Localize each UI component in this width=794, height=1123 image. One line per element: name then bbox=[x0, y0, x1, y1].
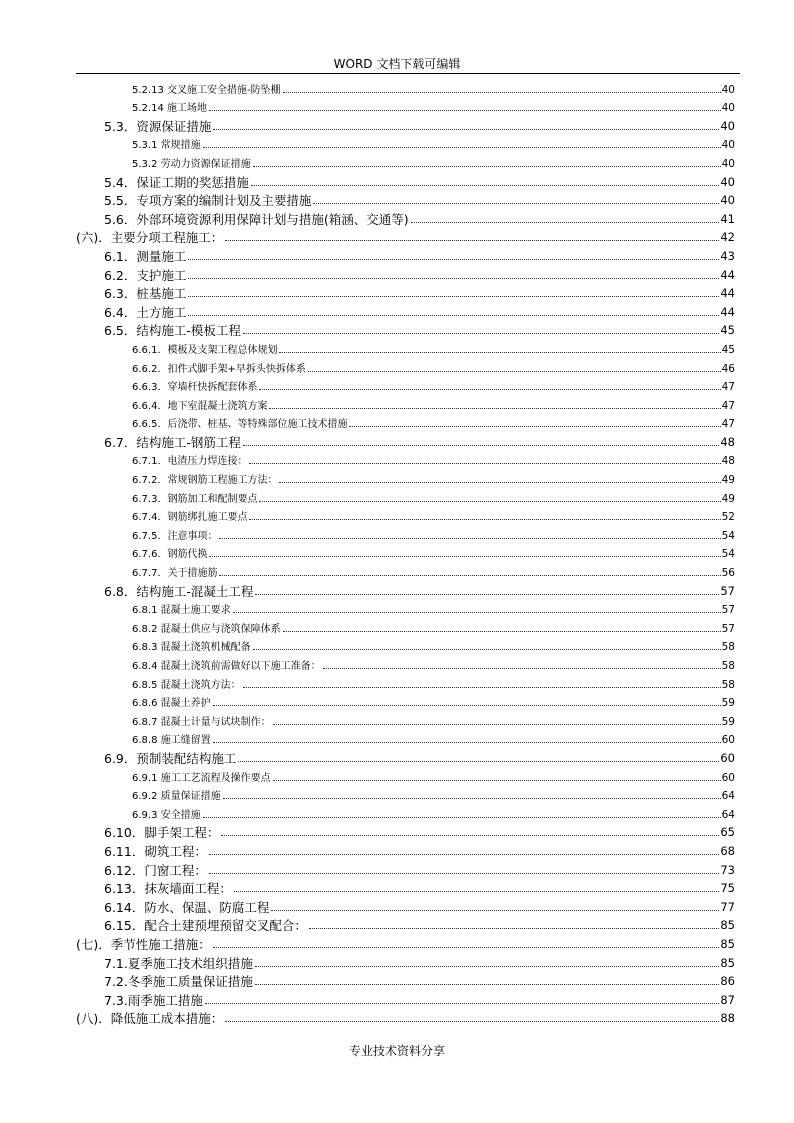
toc-dot-leader bbox=[209, 872, 720, 874]
toc-entry-page-number: 45 bbox=[720, 323, 735, 338]
toc-dot-leader bbox=[234, 890, 720, 892]
toc-entry[interactable] bbox=[76, 543, 735, 562]
toc-entry[interactable] bbox=[76, 692, 735, 711]
page-header: WORD 文档下载可编辑 bbox=[333, 57, 461, 71]
toc-entry-title: 6.8.2 混凝土供应与浇筑保障体系 bbox=[132, 623, 281, 635]
toc-entry[interactable] bbox=[76, 803, 735, 822]
toc-entry[interactable] bbox=[76, 413, 735, 432]
page-footer: 专业技术资料分享 bbox=[348, 1044, 445, 1058]
toc-dot-leader bbox=[271, 909, 719, 911]
toc-entry-page-number: 57 bbox=[721, 622, 735, 635]
toc-entry[interactable] bbox=[76, 785, 735, 804]
toc-entry-page-number: 44 bbox=[720, 286, 735, 301]
toc-dot-leader bbox=[309, 927, 720, 929]
toc-entry[interactable] bbox=[76, 729, 735, 748]
toc-entry-page-number: 57 bbox=[721, 604, 735, 617]
toc-dot-leader bbox=[273, 779, 721, 781]
toc-entry-title: 6.11．砌筑工程： bbox=[104, 843, 207, 859]
toc-entry-page-number: 40 bbox=[721, 102, 735, 115]
toc-entry[interactable] bbox=[76, 394, 735, 413]
toc-entry[interactable] bbox=[76, 301, 735, 320]
toc-entry[interactable] bbox=[76, 264, 735, 283]
toc-entry[interactable] bbox=[76, 561, 735, 580]
toc-entry-title: 6.9.2 质量保证措施 bbox=[132, 791, 221, 803]
toc-entry[interactable] bbox=[76, 338, 735, 357]
toc-entry-title: 6.10．脚手架工程： bbox=[104, 825, 220, 841]
toc-entry-title: 7.3.雨季施工措施 bbox=[104, 992, 203, 1008]
toc-entry-page-number: 52 bbox=[721, 511, 735, 524]
toc-entry-page-number: 42 bbox=[720, 230, 735, 245]
toc-entry-page-number: 58 bbox=[721, 660, 735, 672]
toc-dot-leader bbox=[279, 481, 720, 483]
toc-dot-leader bbox=[209, 555, 720, 557]
toc-entry-page-number: 86 bbox=[720, 974, 735, 989]
toc-entry-page-number: 54 bbox=[721, 548, 735, 561]
toc-entry-title: 6.7.1．电渣压力焊连接： bbox=[132, 456, 248, 468]
toc-entry-title: 5.2.13 交叉施工安全措施-防坠棚 bbox=[132, 84, 281, 96]
toc-entry-page-number: 60 bbox=[720, 750, 735, 765]
toc-entry-title: 6.6.2．扣件式脚手架+早拆头快拆体系 bbox=[132, 363, 306, 375]
toc-entry-page-number: 47 bbox=[721, 399, 735, 412]
toc-entry-title: 6.1．测量施工 bbox=[104, 248, 187, 264]
toc-entry-title: (八)．降低施工成本措施： bbox=[76, 1011, 224, 1027]
toc-entry-page-number: 60 bbox=[721, 734, 735, 747]
toc-dot-leader bbox=[223, 797, 721, 799]
toc-entry-title: 6.15．配合土建预埋预留交叉配合： bbox=[104, 918, 307, 934]
toc-dot-leader bbox=[279, 351, 720, 353]
toc-entry-page-number: 48 bbox=[720, 434, 735, 449]
toc-entry-page-number: 73 bbox=[720, 862, 735, 877]
toc-entry-page-number: 65 bbox=[720, 825, 735, 840]
toc-entry-title: 6.8.6 混凝土养护 bbox=[132, 698, 211, 710]
toc-entry-page-number: 58 bbox=[721, 678, 735, 691]
toc-entry-title: 6.6.1．模板及支架工程总体规划 bbox=[132, 344, 278, 356]
toc-dot-leader bbox=[213, 704, 721, 706]
toc-entry-title: 5.3.1 常规措施 bbox=[132, 140, 201, 152]
toc-entry-title: 6.8.8 施工缝留置 bbox=[132, 735, 211, 747]
toc-entry-title: 6.7.2．常规钢筋工程施工方法： bbox=[132, 475, 278, 487]
toc-dot-leader bbox=[253, 648, 721, 650]
toc-dot-leader bbox=[225, 1020, 719, 1022]
toc-dot-leader bbox=[243, 444, 719, 446]
toc-entry[interactable] bbox=[76, 152, 735, 171]
toc-dot-leader bbox=[213, 128, 719, 130]
toc-dot-leader bbox=[313, 202, 719, 204]
toc-entry-page-number: 40 bbox=[721, 139, 735, 152]
toc-entry-page-number: 59 bbox=[721, 697, 735, 710]
toc-entry-page-number: 88 bbox=[720, 1011, 735, 1026]
toc-entry-title: 6.13．抹灰墙面工程： bbox=[104, 881, 232, 897]
toc-dot-leader bbox=[269, 407, 720, 409]
toc-dot-leader bbox=[209, 853, 720, 855]
toc-dot-leader bbox=[188, 277, 719, 279]
toc-entry[interactable] bbox=[76, 654, 735, 673]
toc-entry[interactable] bbox=[76, 97, 735, 116]
toc-dot-leader bbox=[203, 816, 721, 818]
toc-entry-title: 6.7.6．钢筋代换 bbox=[132, 549, 208, 561]
toc-entry[interactable] bbox=[76, 636, 735, 655]
toc-entry-page-number: 46 bbox=[721, 362, 735, 375]
toc-dot-leader bbox=[259, 500, 720, 502]
toc-entry-page-number: 85 bbox=[720, 936, 735, 951]
toc-entry-page-number: 40 bbox=[720, 174, 735, 189]
toc-entry-title: 6.7．结构施工-钢筋工程 bbox=[104, 434, 241, 450]
toc-dot-leader bbox=[219, 537, 720, 539]
toc-entry-page-number: 56 bbox=[721, 567, 735, 580]
toc-entry-page-number: 68 bbox=[720, 843, 735, 858]
toc-entry-title: (六)．主要分项工程施工： bbox=[76, 230, 224, 246]
toc-dot-leader bbox=[221, 834, 719, 836]
toc-entry[interactable] bbox=[76, 450, 735, 469]
toc-dot-leader bbox=[203, 146, 721, 148]
toc-entry-page-number: 49 bbox=[721, 474, 735, 487]
toc-entry-page-number: 40 bbox=[720, 193, 735, 208]
toc-entry[interactable] bbox=[76, 134, 735, 153]
toc-entry-title: 6.12．门窗工程： bbox=[104, 862, 207, 878]
table-of-contents bbox=[76, 78, 735, 1026]
toc-entry-title: 6.8．结构施工-混凝土工程 bbox=[104, 583, 254, 599]
toc-dot-leader bbox=[259, 388, 720, 390]
toc-entry-page-number: 43 bbox=[720, 248, 735, 263]
toc-entry-title: 6.3．桩基施工 bbox=[104, 286, 187, 302]
toc-entry[interactable] bbox=[76, 952, 735, 971]
toc-entry[interactable] bbox=[76, 227, 735, 246]
toc-entry-page-number: 87 bbox=[720, 992, 735, 1007]
toc-dot-leader bbox=[323, 667, 721, 669]
toc-entry-title: 6.8.7 混凝土计量与试块制作： bbox=[132, 716, 271, 728]
toc-dot-leader bbox=[243, 686, 721, 688]
toc-entry-title: 6.8.3 混凝土浇筑机械配备 bbox=[132, 642, 251, 654]
toc-entry[interactable] bbox=[76, 115, 735, 134]
toc-entry-title: 6.5．结构施工-模板工程 bbox=[104, 323, 241, 339]
toc-entry-page-number: 40 bbox=[720, 118, 735, 133]
toc-entry[interactable] bbox=[76, 617, 735, 636]
toc-entry-title: 6.14．防水、保温、防腐工程 bbox=[104, 899, 270, 915]
toc-dot-leader bbox=[188, 314, 719, 316]
toc-dot-leader bbox=[209, 109, 721, 111]
toc-entry-page-number: 59 bbox=[721, 715, 735, 728]
toc-entry-title: 6.2．支护施工 bbox=[104, 267, 187, 283]
toc-entry-page-number: 64 bbox=[721, 790, 735, 803]
toc-entry[interactable] bbox=[76, 822, 735, 841]
toc-entry[interactable] bbox=[76, 431, 735, 450]
toc-entry-title: 6.7.3．钢筋加工和配制要点 bbox=[132, 493, 258, 505]
toc-dot-leader bbox=[255, 593, 719, 595]
toc-entry[interactable] bbox=[76, 468, 735, 487]
toc-entry-page-number: 44 bbox=[720, 267, 735, 282]
toc-dot-leader bbox=[283, 91, 721, 93]
toc-entry-title: 5.2.14 施工场地 bbox=[132, 103, 207, 115]
toc-entry-page-number: 54 bbox=[721, 529, 735, 542]
toc-entry[interactable] bbox=[76, 78, 735, 97]
toc-entry[interactable] bbox=[76, 376, 735, 395]
toc-entry[interactable] bbox=[76, 673, 735, 692]
toc-entry[interactable] bbox=[76, 747, 735, 766]
toc-entry[interactable] bbox=[76, 487, 735, 506]
toc-entry-title: 5.3．资源保证措施 bbox=[104, 118, 212, 134]
toc-entry-title: 6.9．预制装配结构施工 bbox=[104, 750, 237, 766]
toc-entry-title: 6.7.4．钢筋绑扎施工要点 bbox=[132, 512, 248, 524]
toc-dot-leader bbox=[213, 946, 720, 948]
toc-entry[interactable] bbox=[76, 840, 735, 859]
toc-entry-page-number: 45 bbox=[721, 343, 735, 356]
toc-dot-leader bbox=[188, 295, 719, 297]
toc-dot-leader bbox=[255, 965, 720, 967]
toc-entry[interactable] bbox=[76, 320, 735, 339]
toc-entry[interactable] bbox=[76, 599, 735, 618]
toc-entry-title: 5.5．专项方案的编制计划及主要措施 bbox=[104, 193, 312, 209]
toc-entry-title: 6.8.1 混凝土施工要求 bbox=[132, 605, 231, 617]
toc-entry-title: 5.3.2 劳动力资源保证措施 bbox=[132, 158, 251, 170]
toc-dot-leader bbox=[273, 723, 721, 725]
toc-entry-page-number: 41 bbox=[720, 211, 735, 226]
toc-entry-page-number: 77 bbox=[720, 899, 735, 914]
toc-dot-leader bbox=[349, 425, 720, 427]
toc-entry[interactable] bbox=[76, 190, 735, 209]
toc-entry[interactable] bbox=[76, 1008, 735, 1027]
toc-entry-page-number: 44 bbox=[720, 304, 735, 319]
toc-dot-leader bbox=[255, 983, 720, 985]
toc-entry[interactable] bbox=[76, 766, 735, 785]
toc-dot-leader bbox=[205, 1002, 720, 1004]
toc-dot-leader bbox=[411, 221, 720, 223]
toc-dot-leader bbox=[233, 611, 721, 613]
toc-entry-title: 7.1.夏季施工技术组织措施 bbox=[104, 955, 253, 971]
toc-entry[interactable] bbox=[76, 171, 735, 190]
toc-dot-leader bbox=[243, 332, 719, 334]
toc-entry-title: 5.6．外部环境资源利用保障计划与措施(箱涵、交通等) bbox=[104, 211, 409, 227]
toc-dot-leader bbox=[213, 741, 721, 743]
toc-entry[interactable] bbox=[76, 933, 735, 952]
toc-entry[interactable] bbox=[76, 710, 735, 729]
toc-entry-page-number: 57 bbox=[720, 583, 735, 598]
toc-entry-page-number: 40 bbox=[721, 83, 735, 96]
toc-entry-title: 6.6.4．地下室混凝土浇筑方案 bbox=[132, 400, 268, 412]
toc-entry-page-number: 49 bbox=[721, 492, 735, 505]
toc-entry-page-number: 48 bbox=[721, 455, 735, 468]
toc-entry-page-number: 60 bbox=[721, 771, 735, 784]
toc-entry-page-number: 47 bbox=[721, 381, 735, 394]
toc-entry-title: 6.6.5．后浇带、桩基、等特殊部位施工技术措施 bbox=[132, 419, 348, 431]
toc-dot-leader bbox=[219, 574, 720, 576]
toc-entry[interactable] bbox=[76, 859, 735, 878]
toc-entry-title: 6.9.1 施工工艺流程及操作要点 bbox=[132, 772, 271, 784]
toc-entry[interactable] bbox=[76, 245, 735, 264]
toc-entry[interactable] bbox=[76, 989, 735, 1008]
toc-entry[interactable] bbox=[76, 208, 735, 227]
toc-entry-title: (七)．季节性施工措施： bbox=[76, 936, 211, 952]
toc-entry[interactable] bbox=[76, 524, 735, 543]
toc-entry-title: 6.7.7．关于措施筋 bbox=[132, 568, 218, 580]
toc-entry[interactable] bbox=[76, 283, 735, 302]
toc-dot-leader bbox=[249, 518, 720, 520]
toc-dot-leader bbox=[238, 760, 719, 762]
toc-dot-leader bbox=[308, 370, 721, 372]
toc-dot-leader bbox=[253, 165, 721, 167]
toc-dot-leader bbox=[249, 462, 720, 464]
toc-entry-page-number: 64 bbox=[721, 808, 735, 821]
toc-entry-title: 6.8.4 混凝土浇筑前需做好以下施工准备： bbox=[132, 661, 321, 672]
toc-entry-title: 6.8.5 混凝土浇筑方法： bbox=[132, 679, 241, 691]
toc-entry-page-number: 47 bbox=[721, 418, 735, 431]
toc-dot-leader bbox=[225, 239, 719, 241]
toc-dot-leader bbox=[251, 184, 719, 186]
toc-dot-leader bbox=[188, 258, 719, 260]
toc-entry-page-number: 85 bbox=[720, 918, 735, 933]
toc-entry-page-number: 40 bbox=[721, 157, 735, 170]
toc-entry[interactable] bbox=[76, 357, 735, 376]
toc-entry-page-number: 85 bbox=[720, 955, 735, 970]
toc-entry[interactable] bbox=[76, 878, 735, 897]
toc-entry-title: 7.2.冬季施工质量保证措施 bbox=[104, 974, 253, 990]
toc-entry[interactable] bbox=[76, 506, 735, 525]
toc-entry-title: 6.4．土方施工 bbox=[104, 304, 187, 320]
toc-entry[interactable] bbox=[76, 896, 735, 915]
toc-entry-title: 5.4．保证工期的奖惩措施 bbox=[104, 174, 249, 190]
header-divider bbox=[76, 73, 740, 74]
toc-entry-title: 6.7.5．注意事项： bbox=[132, 530, 218, 542]
toc-entry-page-number: 75 bbox=[720, 881, 735, 896]
toc-entry[interactable] bbox=[76, 580, 735, 599]
toc-entry-title: 6.9.3 安全措施 bbox=[132, 809, 201, 821]
toc-dot-leader bbox=[283, 630, 721, 632]
toc-entry[interactable] bbox=[76, 971, 735, 990]
toc-entry-title: 6.6.3．穿墙杆快拆配套体系 bbox=[132, 382, 258, 394]
toc-entry-page-number: 58 bbox=[721, 641, 735, 654]
toc-entry[interactable] bbox=[76, 915, 735, 934]
